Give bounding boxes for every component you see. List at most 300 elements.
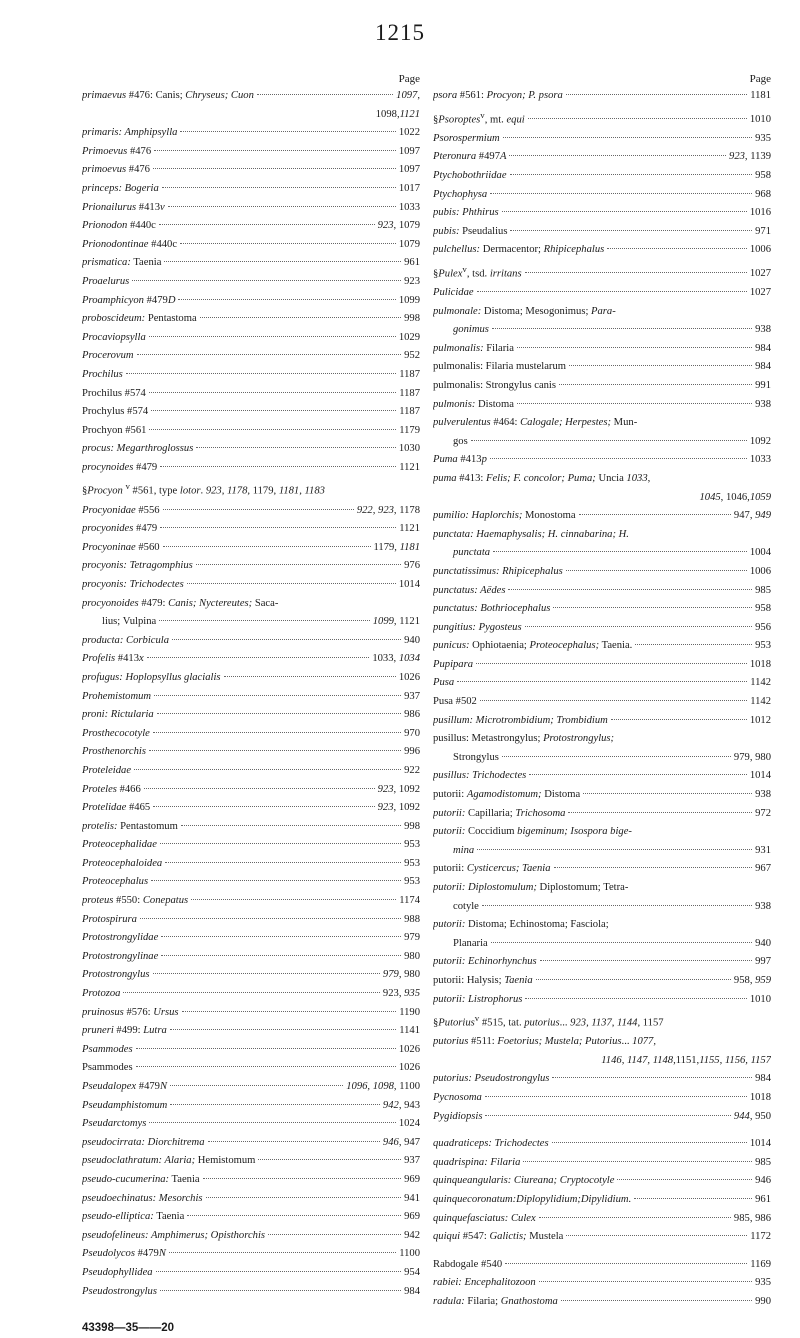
dot-leader bbox=[268, 1234, 401, 1235]
index-entry bbox=[82, 1134, 420, 1153]
page-reference: 1014 bbox=[749, 1138, 771, 1150]
entry-term: punctata bbox=[453, 547, 491, 559]
entry-line bbox=[433, 87, 771, 106]
page-reference: 1026 bbox=[398, 1062, 420, 1074]
index-entry bbox=[82, 725, 420, 744]
entry-term: putorii: Capillaria; Trichosoma bbox=[433, 807, 566, 819]
dot-leader bbox=[509, 155, 726, 156]
entry-term: pungitius: Pygosteus bbox=[433, 621, 522, 633]
index-entry bbox=[433, 1009, 771, 1033]
entry-line bbox=[433, 619, 771, 638]
page-reference: 922, 923, 1178 bbox=[356, 504, 420, 516]
page-reference: 998 bbox=[404, 313, 420, 325]
dot-leader bbox=[493, 551, 747, 552]
page-reference: 942 bbox=[404, 1229, 420, 1241]
index-entry bbox=[433, 204, 771, 223]
page-reference-continued: 1045 , 1046, 1059 bbox=[699, 491, 771, 503]
entry-term: Protostrongylinae bbox=[82, 950, 159, 962]
entry-term: Prochilus bbox=[82, 368, 123, 380]
page-reference: 1142 bbox=[750, 696, 771, 708]
entry-term: pseudofelineus: Amphimerus; Opisthorchis bbox=[82, 1229, 266, 1241]
page-reference: 968 bbox=[755, 188, 771, 200]
page-reference: 1099 bbox=[398, 294, 420, 306]
index-entry bbox=[82, 669, 420, 688]
dot-leader bbox=[208, 1141, 380, 1142]
index-entry bbox=[433, 470, 771, 507]
index-entry bbox=[82, 1097, 420, 1116]
dot-leader bbox=[157, 713, 401, 714]
entry-line bbox=[82, 688, 420, 707]
index-entry bbox=[82, 576, 420, 595]
page-reference: 985 bbox=[755, 584, 771, 596]
dot-leader bbox=[187, 583, 396, 584]
entry-line bbox=[82, 459, 420, 478]
dot-leader bbox=[196, 447, 395, 448]
dot-leader bbox=[164, 261, 401, 262]
index-entry bbox=[433, 340, 771, 359]
dot-leader bbox=[196, 564, 401, 565]
page-reference: 1027 bbox=[749, 287, 771, 298]
entry-line bbox=[433, 1154, 771, 1173]
entry-term: pusillum: Microtrombidium; Trombidium bbox=[433, 714, 608, 726]
entry-line bbox=[82, 632, 420, 651]
entry-line bbox=[82, 236, 420, 255]
entry-line bbox=[433, 916, 771, 935]
index-entry bbox=[82, 1190, 420, 1209]
entry-term: pulchellus: Dermacentor; Rhipicephalus bbox=[433, 244, 605, 256]
dot-leader bbox=[203, 1178, 401, 1179]
dot-leader bbox=[517, 403, 752, 404]
index-entry bbox=[433, 358, 771, 377]
entry-line bbox=[82, 966, 420, 985]
index-entry bbox=[433, 879, 771, 916]
entry-line bbox=[82, 873, 420, 892]
entry-term: Pycnosoma bbox=[433, 1092, 482, 1104]
index-entry bbox=[433, 1293, 771, 1312]
page-reference: 923, 1079 bbox=[377, 220, 420, 232]
index-entry bbox=[82, 781, 420, 800]
entry-line bbox=[82, 1227, 420, 1246]
entry-list bbox=[82, 87, 420, 1301]
page-reference-continued: 1146, 1147, 1148, 1151, 1155, 1156, 1157 bbox=[601, 1054, 771, 1066]
entry-line bbox=[82, 477, 420, 501]
index-entry bbox=[433, 1108, 771, 1127]
entry-line bbox=[433, 842, 771, 861]
dot-leader bbox=[181, 825, 401, 826]
dot-leader bbox=[160, 843, 401, 844]
page-reference: 1190 bbox=[399, 1006, 420, 1018]
index-entry bbox=[82, 236, 420, 255]
entry-line bbox=[433, 935, 771, 954]
entry-term: putorii: Diplostomulum; Diplostomum; Tetra- bbox=[433, 882, 629, 893]
entry-line bbox=[433, 1070, 771, 1089]
index-entry bbox=[433, 106, 771, 130]
index-entry bbox=[433, 637, 771, 656]
entry-line bbox=[433, 241, 771, 260]
entry-line bbox=[433, 507, 771, 526]
entry-line bbox=[82, 613, 420, 632]
index-entry bbox=[433, 582, 771, 601]
dot-leader bbox=[169, 1252, 396, 1253]
entry-line bbox=[433, 1293, 771, 1312]
index-entry bbox=[82, 595, 420, 632]
entry-term: Protostrongylus bbox=[82, 969, 150, 981]
page-reference: 979, 980 bbox=[733, 751, 771, 763]
dot-leader bbox=[476, 663, 747, 664]
entry-line bbox=[433, 1135, 771, 1154]
dot-leader bbox=[566, 1235, 747, 1236]
dot-leader bbox=[160, 1290, 401, 1291]
page-reference: 1097 bbox=[398, 145, 420, 157]
entry-term: putorii: Listrophorus bbox=[433, 993, 523, 1005]
entry-line bbox=[82, 1022, 420, 1041]
index-entry bbox=[433, 396, 771, 415]
entry-term: procyonoides #479: Canis; Nyctereutes; Saca- bbox=[82, 597, 279, 609]
entry-term: quadraticeps: Trichodectes bbox=[433, 1138, 549, 1150]
entry-term: Prochylus #574 bbox=[82, 406, 149, 418]
entry-term: protelis: Pentastomum bbox=[82, 820, 178, 832]
page-reference: 938 bbox=[755, 900, 771, 912]
entry-term: Strongylus bbox=[453, 751, 499, 763]
index-entry bbox=[82, 347, 420, 366]
entry-line bbox=[82, 347, 420, 366]
entry-term: Prionailurus #413v bbox=[82, 201, 165, 213]
entry-term: cotyle bbox=[453, 900, 479, 912]
entry-term: psora #561: Procyon; P. psora bbox=[433, 90, 563, 101]
entry-line bbox=[433, 1256, 771, 1275]
dot-leader bbox=[206, 1197, 402, 1198]
page-reference: 979 bbox=[404, 932, 420, 944]
page-reference: 1121 bbox=[399, 523, 420, 535]
entry-term: Profelis #413x bbox=[82, 653, 144, 665]
index-entry bbox=[82, 161, 420, 180]
entry-line bbox=[433, 321, 771, 340]
page-reference: 923, 1139 bbox=[729, 151, 771, 163]
index-entry bbox=[433, 656, 771, 675]
entry-line bbox=[82, 799, 420, 818]
entry-line bbox=[82, 855, 420, 874]
entry-line bbox=[433, 451, 771, 470]
dot-leader bbox=[477, 291, 747, 292]
dot-leader bbox=[491, 942, 752, 943]
index-entry bbox=[433, 1154, 771, 1173]
index-entry bbox=[82, 477, 420, 501]
entry-line bbox=[433, 656, 771, 675]
page-reference: 990 bbox=[755, 1296, 771, 1307]
dot-leader bbox=[178, 299, 395, 300]
entry-line bbox=[433, 1210, 771, 1229]
page-reference: 953 bbox=[404, 876, 420, 888]
entry-line bbox=[433, 106, 771, 130]
entry-line bbox=[433, 1274, 771, 1293]
entry-term: proteus #550: Conepatus bbox=[82, 895, 189, 907]
index-entry bbox=[433, 1070, 771, 1089]
dot-leader bbox=[136, 1066, 396, 1067]
entry-term: Proteocephalidae bbox=[82, 839, 157, 851]
index-entry bbox=[82, 966, 420, 985]
page-reference: 967 bbox=[755, 863, 771, 875]
dot-leader bbox=[168, 206, 396, 207]
entry-term: Pseudamphistomum bbox=[82, 1099, 168, 1111]
entry-term: quinquecoronatum:Diplopylidium;Dipylidium. bbox=[433, 1194, 632, 1206]
dot-leader bbox=[510, 174, 753, 175]
page-reference: 922 bbox=[404, 764, 420, 776]
page-reference: 976 bbox=[404, 560, 420, 572]
page-reference: 1097 bbox=[398, 164, 420, 176]
page-reference: 1030 bbox=[398, 443, 420, 455]
dot-leader bbox=[147, 657, 370, 658]
entry-term: prismatica: Taenia bbox=[82, 257, 162, 269]
entry-line bbox=[82, 310, 420, 329]
page-reference: 979, 980 bbox=[382, 969, 420, 981]
entry-line bbox=[82, 440, 420, 459]
dot-leader bbox=[170, 1029, 396, 1030]
entry-line bbox=[433, 470, 771, 489]
entry-term: Procyoninae #560 bbox=[82, 541, 160, 553]
page-reference: 971 bbox=[755, 225, 771, 237]
index-entry bbox=[433, 526, 771, 563]
entry-line bbox=[433, 414, 771, 433]
dot-leader bbox=[485, 1115, 730, 1116]
index-entry bbox=[433, 284, 771, 303]
index-entry bbox=[82, 422, 420, 441]
dot-leader bbox=[539, 1281, 752, 1282]
dot-leader bbox=[552, 1142, 747, 1143]
index-entry bbox=[82, 1152, 420, 1171]
entry-term: princeps: Bogeria bbox=[82, 182, 159, 194]
index-entry bbox=[82, 799, 420, 818]
entry-term: Protelidae #465 bbox=[82, 802, 151, 814]
entry-line bbox=[82, 143, 420, 162]
dot-leader bbox=[634, 1198, 752, 1199]
dot-leader bbox=[457, 681, 747, 682]
index-entry bbox=[82, 502, 420, 521]
page-reference: 1010 bbox=[749, 993, 771, 1005]
index-entry bbox=[82, 1264, 420, 1283]
entry-term: Prionodon #440c bbox=[82, 220, 156, 232]
dot-leader bbox=[539, 1217, 731, 1218]
dot-leader bbox=[502, 211, 747, 212]
index-entry bbox=[433, 1172, 771, 1191]
entry-line bbox=[433, 767, 771, 786]
entry-line bbox=[82, 892, 420, 911]
dot-leader bbox=[165, 862, 401, 863]
entry-term: Pulicidae bbox=[433, 287, 474, 298]
index-entry bbox=[82, 855, 420, 874]
index-entry bbox=[433, 767, 771, 786]
dot-leader bbox=[154, 695, 401, 696]
entry-term: pulmonis: Distoma bbox=[433, 398, 514, 410]
index-entry bbox=[82, 948, 420, 967]
page-reference: 972 bbox=[755, 807, 771, 819]
dot-leader bbox=[149, 1122, 395, 1123]
entry-line bbox=[82, 254, 420, 273]
dot-leader bbox=[566, 94, 747, 95]
entry-term: quadrispina: Filaria bbox=[433, 1156, 521, 1168]
page-reference: 923 bbox=[404, 275, 420, 287]
entry-term: Proteocephaloidea bbox=[82, 857, 163, 869]
page-reference: 980 bbox=[404, 950, 420, 962]
entry-term: Proteleidae bbox=[82, 764, 132, 776]
page-reference: 958, 959 bbox=[733, 974, 771, 986]
dot-leader bbox=[180, 131, 395, 132]
dot-leader bbox=[482, 905, 752, 906]
entry-term: Procerovum bbox=[82, 350, 134, 362]
dot-leader bbox=[510, 230, 752, 231]
index-entry bbox=[82, 743, 420, 762]
page-reference: 958 bbox=[755, 169, 771, 181]
page-reference: 1006 bbox=[749, 244, 771, 256]
entry-line bbox=[82, 1171, 420, 1190]
entry-term: Prochyon #561 bbox=[82, 424, 147, 436]
entry-line bbox=[433, 1172, 771, 1191]
entry-term: procyonis: Trichodectes bbox=[82, 578, 184, 590]
entry-term: Proaelurus bbox=[82, 275, 130, 287]
index-entry bbox=[82, 520, 420, 539]
entry-line bbox=[82, 520, 420, 539]
index-entry bbox=[82, 1004, 420, 1023]
page-reference: 1033 bbox=[398, 201, 420, 213]
index-entry bbox=[433, 916, 771, 953]
page-reference: 1018 bbox=[749, 658, 771, 670]
page-reference: 941 bbox=[404, 1192, 420, 1204]
index-entry bbox=[82, 911, 420, 930]
entry-line bbox=[82, 911, 420, 930]
dot-leader bbox=[559, 384, 752, 385]
index-entry bbox=[433, 600, 771, 619]
entry-term: gos bbox=[453, 435, 468, 447]
dot-leader bbox=[503, 137, 752, 138]
page-reference: 953 bbox=[755, 640, 771, 652]
entry-line bbox=[82, 273, 420, 292]
dot-leader bbox=[151, 880, 401, 881]
dot-leader bbox=[525, 272, 747, 273]
entry-term: Prochilus #574 bbox=[82, 387, 146, 399]
index-entry bbox=[433, 712, 771, 731]
index-entry bbox=[433, 1135, 771, 1154]
index-entry bbox=[82, 762, 420, 781]
entry-term: Ptychophysa bbox=[433, 188, 488, 200]
index-entry bbox=[82, 706, 420, 725]
entry-line bbox=[433, 898, 771, 917]
index-entry bbox=[82, 1041, 420, 1060]
dot-leader bbox=[617, 1179, 752, 1180]
page-reference-continued: 1098, 1121 bbox=[375, 108, 420, 120]
dot-leader bbox=[159, 224, 375, 225]
dot-leader bbox=[490, 193, 752, 194]
index-entry bbox=[433, 148, 771, 167]
index-entry bbox=[433, 860, 771, 879]
page-reference: 946, 947 bbox=[382, 1136, 420, 1148]
entry-line bbox=[433, 972, 771, 991]
page-reference: 1187 bbox=[399, 368, 420, 380]
page-reference: 1027 bbox=[749, 268, 771, 280]
page-reference: 1010 bbox=[749, 114, 771, 126]
dot-leader bbox=[200, 317, 401, 318]
index-entry bbox=[433, 414, 771, 451]
dot-leader bbox=[579, 514, 731, 515]
dot-leader bbox=[162, 187, 396, 188]
entry-term: procus: Megarthroglossus bbox=[82, 443, 194, 455]
index-entry bbox=[433, 953, 771, 972]
page-reference: 969 bbox=[404, 1211, 420, 1223]
entry-term: Protozoa bbox=[82, 988, 121, 1000]
entry-term: Prosthecocotyle bbox=[82, 727, 150, 739]
entry-line bbox=[433, 991, 771, 1010]
dot-leader bbox=[505, 1263, 747, 1264]
page-reference: 997 bbox=[755, 956, 771, 968]
entry-line bbox=[82, 576, 420, 595]
entry-line bbox=[82, 1078, 420, 1097]
page-reference: 923, 1092 bbox=[377, 802, 420, 814]
entry-term: primoevus #476 bbox=[82, 164, 150, 176]
dot-leader bbox=[180, 243, 396, 244]
dot-leader bbox=[568, 812, 752, 813]
dot-leader bbox=[552, 1077, 752, 1078]
index-entry bbox=[82, 292, 420, 311]
page-reference: 1026 bbox=[398, 1043, 420, 1055]
index-entry bbox=[433, 1274, 771, 1293]
index-entry bbox=[433, 730, 771, 767]
entry-term: putorii: Echinorhynchus bbox=[433, 956, 537, 968]
entry-term: Psorospermium bbox=[433, 132, 500, 144]
page-reference: 1187 bbox=[399, 387, 420, 399]
index-column-left bbox=[82, 72, 420, 1301]
page-reference: 956 bbox=[755, 621, 771, 633]
entry-term: putorius #511: Foetorius; Mustela; Putorius... 1077, bbox=[433, 1036, 656, 1048]
entry-term: primaris: Amphipsylla bbox=[82, 127, 178, 139]
entry-line bbox=[82, 743, 420, 762]
page-reference: 935 bbox=[755, 1277, 771, 1289]
entry-term: Prohemistomum bbox=[82, 690, 152, 702]
dot-leader bbox=[156, 1271, 402, 1272]
entry-term: radula: Filaria; Gnathostoma bbox=[433, 1296, 558, 1307]
index-entry bbox=[82, 557, 420, 576]
entry-term: procyonis: Tetragomphius bbox=[82, 560, 193, 572]
page-reference: 938 bbox=[755, 398, 771, 410]
dot-leader bbox=[561, 1300, 752, 1301]
entry-term: putorii: Agamodistomum; Distoma bbox=[433, 789, 581, 801]
entry-term: Pseudostrongylus bbox=[82, 1285, 157, 1297]
index-entry bbox=[82, 1078, 420, 1097]
entry-line bbox=[82, 1190, 420, 1209]
entry-line bbox=[82, 650, 420, 669]
entry-term: producta: Corbicula bbox=[82, 634, 169, 646]
entry-line bbox=[82, 403, 420, 422]
index-entry bbox=[433, 823, 771, 860]
entry-line bbox=[433, 749, 771, 768]
dot-leader bbox=[583, 793, 752, 794]
entry-line bbox=[433, 712, 771, 731]
page-reference: 1121 bbox=[399, 461, 420, 473]
dot-leader bbox=[258, 1159, 401, 1160]
page-reference: 1097, bbox=[396, 90, 420, 101]
entry-term: quiqui #547: Galictis; Mustela bbox=[433, 1231, 564, 1243]
entry-term: putorius: Pseudostrongylus bbox=[433, 1073, 550, 1085]
column-header: Page bbox=[398, 73, 420, 85]
dot-leader bbox=[144, 788, 375, 789]
entry-term: putorii: Coccidium bigeminum; Isospora bige- bbox=[433, 826, 632, 838]
entry-line bbox=[82, 161, 420, 180]
entry-term: Procaviopsylla bbox=[82, 331, 146, 343]
index-entry bbox=[82, 310, 420, 329]
dot-leader bbox=[480, 700, 747, 701]
entry-term: pubis: Pseudalius bbox=[433, 225, 508, 237]
entry-line bbox=[433, 730, 771, 749]
entry-line bbox=[82, 985, 420, 1004]
entry-term: Prosthenorchis bbox=[82, 746, 146, 758]
dot-leader bbox=[149, 750, 401, 751]
